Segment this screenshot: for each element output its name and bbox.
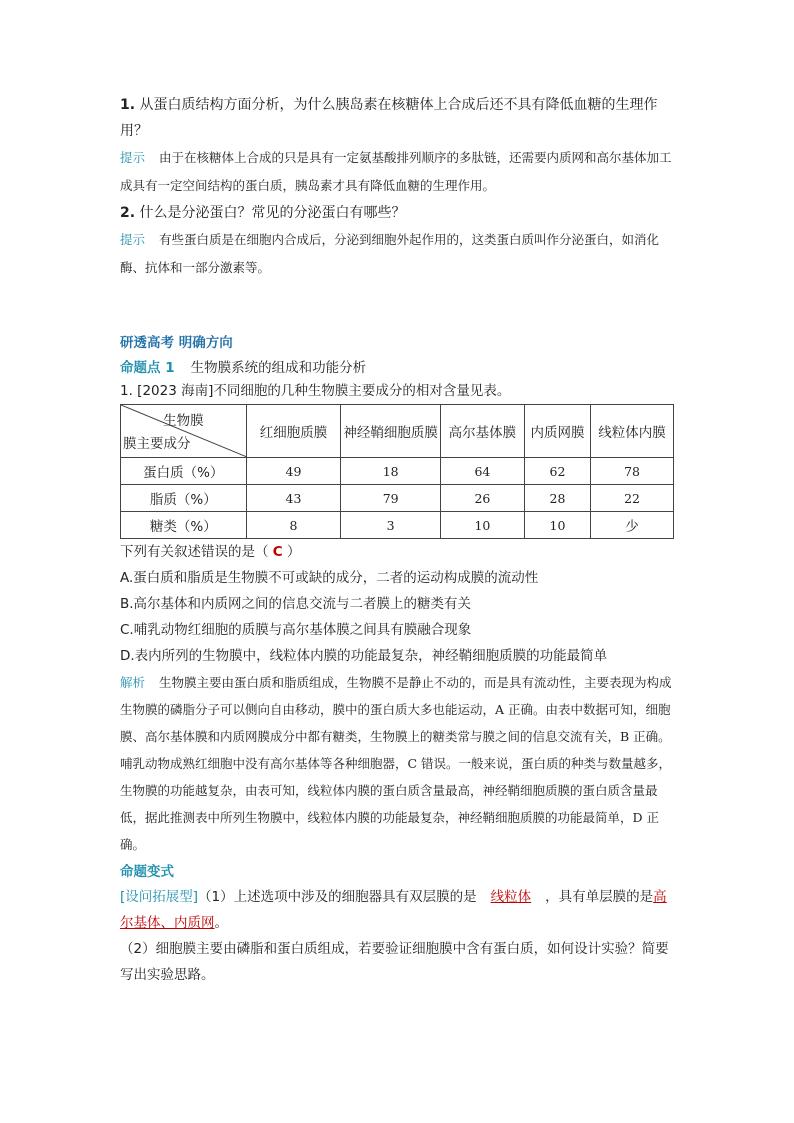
table-cell: 78 bbox=[591, 458, 674, 485]
row-label: 蛋白质（%） bbox=[121, 458, 247, 485]
variant-title: 命题变式 bbox=[120, 864, 174, 880]
hint-text: 有些蛋白质是在细胞内合成后，分泌到细胞外起作用的，这类蛋白质叫作分泌蛋白，如消化酶、抗体和一部分激素等。 bbox=[120, 232, 660, 275]
question-text: 什么是分泌蛋白？常见的分泌蛋白有哪些？ bbox=[135, 205, 406, 221]
sub-text: （1）上述选项中涉及的细胞器具有双层膜的是 bbox=[198, 889, 477, 905]
answer-fill-single-membrane: 高尔基体、内质网 bbox=[120, 889, 667, 931]
sub-text: 。 bbox=[214, 915, 228, 931]
analysis-label: 解析 bbox=[120, 675, 146, 690]
table-cell: 49 bbox=[246, 458, 341, 485]
column-header: 红细胞质膜 bbox=[246, 405, 341, 458]
table-cell: 10 bbox=[524, 512, 590, 539]
option-a: A.蛋白质和脂质是生物膜不可或缺的成分，二者的运动构成膜的流动性 bbox=[120, 570, 539, 586]
answer-letter: C bbox=[272, 544, 283, 560]
table-corner-cell bbox=[121, 405, 247, 458]
hint-1 bbox=[120, 144, 680, 200]
sub-text: ，具有单层膜的是 bbox=[545, 889, 654, 905]
corner-bottom-label: 膜主要成分 bbox=[123, 436, 191, 452]
corner-top-label: 生物膜 bbox=[163, 413, 204, 429]
column-header: 线粒体内膜 bbox=[591, 405, 674, 458]
hint-label: 提示 bbox=[120, 232, 146, 247]
analysis-text: 生物膜主要由蛋白质和脂质组成，生物膜不是静止不动的，而是具有流动性，主要表现为构成生物膜的磷脂分子可以侧向自由移动，膜中的蛋白质大多也能运动，A 正确。由表中数据可知，细胞膜、高尔基体膜和内质网膜成分中都有糖类，生物膜上的糖类常与膜之间的信息交流有关，B 正确。哺乳动物成熟红细胞中没有高尔基体等各种细胞器，C 错误。一般来说，蛋白质的种类与数量越多，生物膜的功能越复杂，由表可知，线粒体内膜的蛋白质含量最高，神经鞘细胞质膜的蛋白质含量最低，据此推测表中所列生物膜中，线粒体内膜的功能最复杂，神经鞘细胞质膜的功能最简单，D 正确。 bbox=[120, 675, 672, 852]
document-page bbox=[120, 92, 680, 988]
table-cell: 64 bbox=[440, 458, 524, 485]
option-d: D.表内所列的生物膜中，线粒体内膜的功能最复杂，神经鞘细胞质膜的功能最简单 bbox=[120, 648, 608, 664]
question-2 bbox=[120, 200, 680, 226]
table-cell: 26 bbox=[440, 485, 524, 512]
hint-2 bbox=[120, 226, 680, 282]
point-label: 命题点 1 bbox=[120, 360, 175, 376]
table-cell: 43 bbox=[246, 485, 341, 512]
analysis bbox=[120, 669, 680, 858]
table-cell: 10 bbox=[440, 512, 524, 539]
option-c: C.哺乳动物红细胞的质膜与高尔基体膜之间具有膜融合现象 bbox=[120, 622, 472, 638]
row-label: 糖类（%） bbox=[121, 512, 247, 539]
table-row bbox=[121, 458, 674, 485]
stem-suffix: ） bbox=[287, 544, 301, 560]
stem-prefix: 下列有关叙述错误的是（ bbox=[120, 544, 269, 560]
problem-source: 1. [2023 海南]不同细胞的几种生物膜主要成分的相对含量见表。 bbox=[120, 383, 511, 399]
point-text: 生物膜系统的组成和功能分析 bbox=[190, 360, 367, 376]
row-label: 脂质（%） bbox=[121, 485, 247, 512]
membrane-composition-table bbox=[120, 404, 674, 539]
table-cell: 28 bbox=[524, 485, 590, 512]
table-cell: 8 bbox=[246, 512, 341, 539]
proposition-point bbox=[120, 356, 680, 380]
table-cell: 79 bbox=[341, 485, 441, 512]
hint-text: 由于在核糖体上合成的只是具有一定氨基酸排列顺序的多肽链，还需要内质网和高尔基体加工成具有一定空间结构的蛋白质，胰岛素才具有降低血糖的生理作用。 bbox=[120, 150, 672, 193]
variant-sub-question-1 bbox=[120, 884, 680, 936]
question-text: 从蛋白质结构方面分析，为什么胰岛素在核糖体上合成后还不具有降低血糖的生理作用？ bbox=[120, 97, 658, 139]
question-number: 2. bbox=[120, 205, 136, 221]
table-cell: 18 bbox=[341, 458, 441, 485]
column-header: 神经鞘细胞质膜 bbox=[341, 405, 441, 458]
variant-sub-question-2: （2）细胞膜主要由磷脂和蛋白质组成，若要验证细胞膜中含有蛋白质，如何设计实验？简要写出实验思路。 bbox=[120, 941, 669, 983]
table-row bbox=[121, 485, 674, 512]
column-header: 高尔基体膜 bbox=[440, 405, 524, 458]
option-b: B.高尔基体和内质网之间的信息交流与二者膜上的糖类有关 bbox=[120, 596, 472, 612]
question-1 bbox=[120, 92, 680, 144]
answer-fill-double-membrane: 线粒体 bbox=[490, 889, 532, 905]
question-number: 1. bbox=[120, 97, 136, 113]
table-cell: 62 bbox=[524, 458, 590, 485]
table-cell: 少 bbox=[591, 512, 674, 539]
table-cell: 3 bbox=[341, 512, 441, 539]
section-title: 研透高考 明确方向 bbox=[120, 335, 233, 351]
column-header: 内质网膜 bbox=[524, 405, 590, 458]
table-row bbox=[121, 512, 674, 539]
table-cell: 22 bbox=[591, 485, 674, 512]
hint-label: 提示 bbox=[120, 150, 146, 165]
question-stem bbox=[120, 539, 680, 565]
variant-tag: [设问拓展型] bbox=[120, 889, 199, 905]
